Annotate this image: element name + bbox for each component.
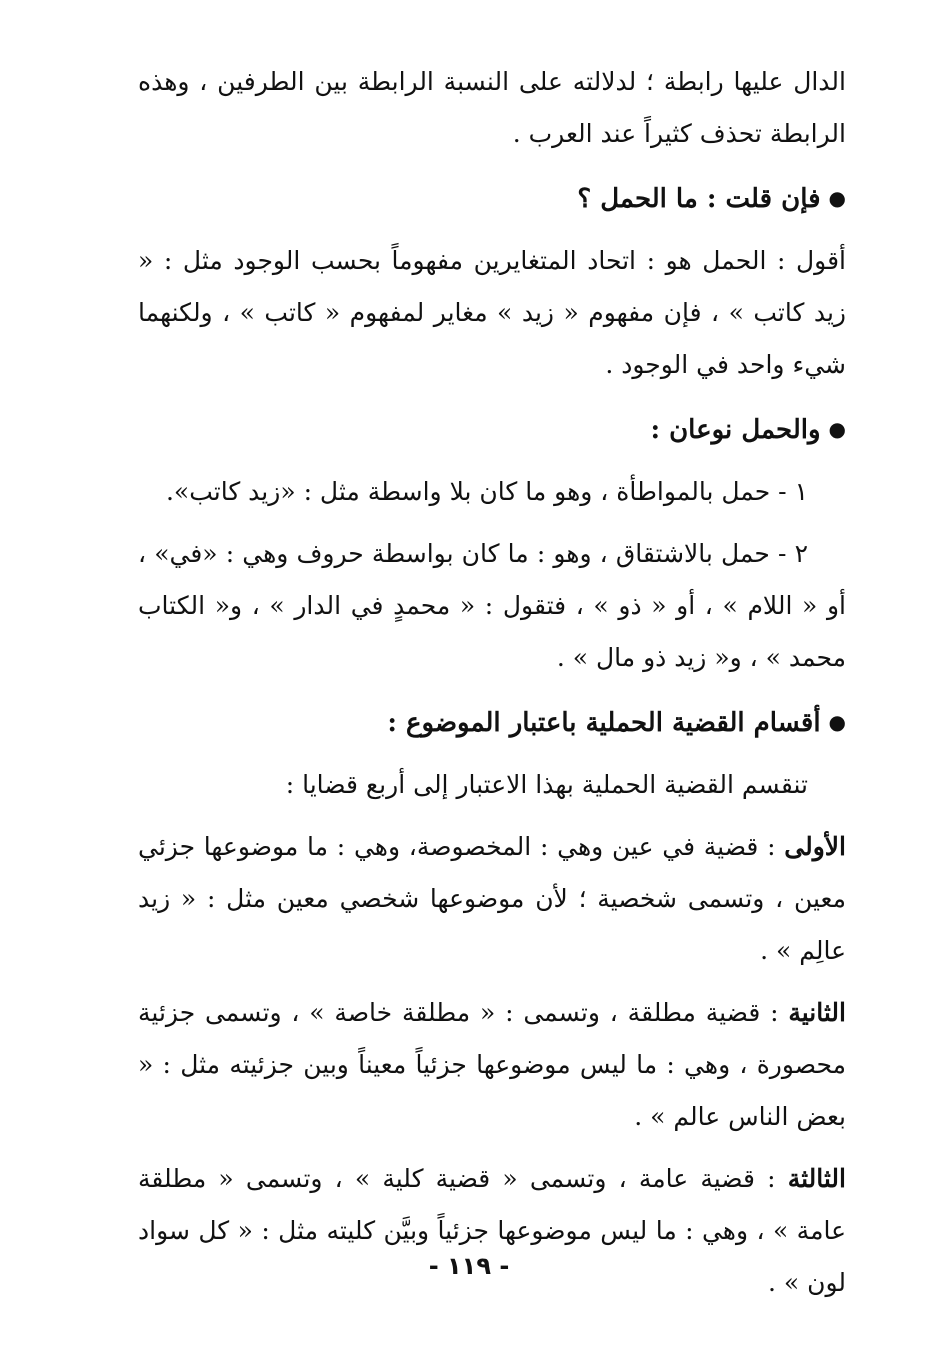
paragraph-third-lead: الثالثة [787,1164,846,1193]
paragraph-first-lead: الأولى [784,832,846,861]
paragraph-first-text: : قضية في عين وهي : المخصوصة، وهي : ما موضوعها جزئي معين ، وتسمى شخصية ؛ لأن موضوعها شخصي معين مثل : « زيد عالِم » . [138,832,846,965]
paragraph-type-two: ٢ - حمل بالاشتقاق ، وهو : ما كان بواسطة حروف وهي : «في» ، أو « اللام » ، أو « ذو » ، فتقول : « محمدٍ في الدار » ، و« الكتاب محمد » ، و« زيد ذو مال » . [138,539,846,672]
bullet-icon: ● [828,417,846,441]
heading-text: أقسام القضية الحملية باعتبار الموضوع : [387,708,821,738]
paragraph-third [138,1153,846,1309]
paragraph-divisions-intro: تنقسم القضية الحملية بهذا الاعتبار إلى أربع قضايا : [285,770,808,799]
paragraph-type-one: ١ - حمل بالمواطأة ، وهو ما كان بلا واسطة مثل : «زيد كاتب». [165,477,808,506]
paragraph-intro: الدال عليها رابطة ؛ لدلالته على النسبة الرابطة بين الطرفين ، وهذه الرابطة تحذف كثيراً عند العرب . [138,67,846,148]
page-body [138,56,846,1309]
paragraph-first [138,821,846,977]
paragraph-second-text: : قضية مطلقة ، وتسمى : « مطلقة خاصة » ، وتسمى جزئية محصورة ، وهي : ما ليس موضوعها جزئياً معيناً وبين جزئيته مثل : « بعض الناس عالم » . [138,998,846,1131]
bullet-icon: ● [828,710,846,734]
paragraph-third-text: : قضية عامة ، وتسمى « قضية كلية » ، وتسمى « مطلقة عامة » ، وهي : ما ليس موضوعها جزئياً وبيَّن كليته مثل : « كل سواد لون » . [138,1164,846,1297]
paragraph-second [138,987,846,1143]
page-number: - ١١٩ - [428,1252,510,1280]
heading-types-of-predication [138,403,846,456]
paragraph-definition: أقول : الحمل هو : اتحاد المتغايرين مفهوماً بحسب الوجود مثل : « زيد كاتب » ، فإن مفهوم « زيد » مغاير لمفهوم « كاتب » ، ولكنهما شيء واحد في الوجود . [138,246,846,379]
heading-divisions-by-subject [138,696,846,749]
heading-text: والحمل نوعان : [650,415,821,445]
heading-text: فإن قلت : ما الحمل ؟ [577,184,821,214]
heading-what-is-predication [138,172,846,225]
paragraph-second-lead: الثانية [788,998,846,1027]
bullet-icon: ● [828,186,846,210]
